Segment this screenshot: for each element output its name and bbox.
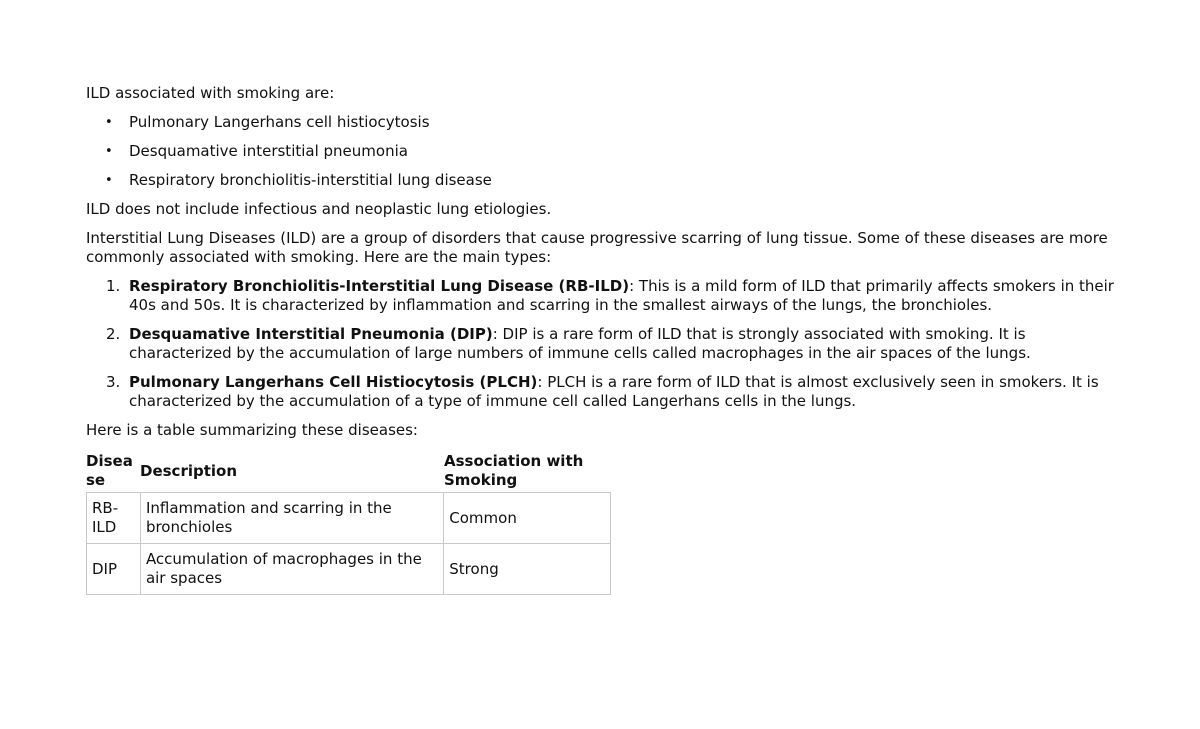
type-name: Pulmonary Langerhans Cell Histiocytosis (PLCH) xyxy=(129,373,538,391)
overview-paragraph: Interstitial Lung Diseases (ILD) are a group of disorders that cause progressive scarring of lung tissue. Some of these diseases are more commonly associated with smoking. Here are the main types: xyxy=(86,229,1108,266)
table-cell: DIP xyxy=(87,544,141,595)
table-row xyxy=(87,544,611,595)
table-cell: Accumulation of macrophages in the air spaces xyxy=(140,544,443,595)
item-number: 1. xyxy=(106,277,121,295)
table-cell: Inflammation and scarring in the bronchioles xyxy=(140,493,443,544)
type-description: : DIP is a rare form of ILD that is strongly associated with smoking. It is characterized by the accumulation of large numbers of immune cells called macrophages in the air spaces of the lungs. xyxy=(129,325,1031,362)
list-item xyxy=(86,142,1114,161)
header-association: Association with Smoking xyxy=(444,452,584,489)
item-number: 3. xyxy=(106,373,121,391)
header-description: Description xyxy=(140,461,238,480)
table-cell: Strong xyxy=(444,544,611,595)
table-cell: RB-ILD xyxy=(87,493,141,544)
smoking-ild-list xyxy=(86,113,1114,190)
table-cell: Common xyxy=(444,493,611,544)
table-row xyxy=(87,493,611,544)
exclusion-note: ILD does not include infectious and neoplastic lung etiologies. xyxy=(86,200,552,218)
intro-text: ILD associated with smoking are: xyxy=(86,84,335,102)
list-item xyxy=(86,325,1114,363)
type-name: Desquamative Interstitial Pneumonia (DIP) xyxy=(129,325,493,343)
type-description: : PLCH is a rare form of ILD that is almost exclusively seen in smokers. It is characterized by the accumulation of a type of immune cell called Langerhans cells in the lungs. xyxy=(129,373,1099,410)
type-description: : This is a mild form of ILD that primarily affects smokers in their 40s and 50s. It is characterized by inflammation and scarring in the smallest airways of the lungs, the bronchioles. xyxy=(129,277,1114,314)
table-intro: Here is a table summarizing these diseases: xyxy=(86,421,418,439)
item-number: 2. xyxy=(106,325,121,343)
type-name: Respiratory Bronchiolitis-Interstitial Lung Disease (RB-ILD) xyxy=(129,277,630,295)
list-item-text: Pulmonary Langerhans cell histiocytosis xyxy=(129,113,430,131)
list-item-text: Respiratory bronchiolitis-interstitial lung disease xyxy=(129,171,492,189)
ild-types-list xyxy=(86,277,1114,411)
list-item xyxy=(86,277,1114,315)
list-item xyxy=(86,113,1114,132)
list-item-text: Desquamative interstitial pneumonia xyxy=(129,142,408,160)
header-disease: Disease xyxy=(86,452,133,489)
bullet-icon: • xyxy=(105,144,113,159)
list-item xyxy=(86,171,1114,190)
table-header xyxy=(86,450,610,492)
summary-table xyxy=(86,492,611,595)
bullet-icon: • xyxy=(105,115,113,130)
list-item xyxy=(86,373,1114,411)
summary-table-wrap xyxy=(86,450,1114,595)
bullet-icon: • xyxy=(105,173,113,188)
